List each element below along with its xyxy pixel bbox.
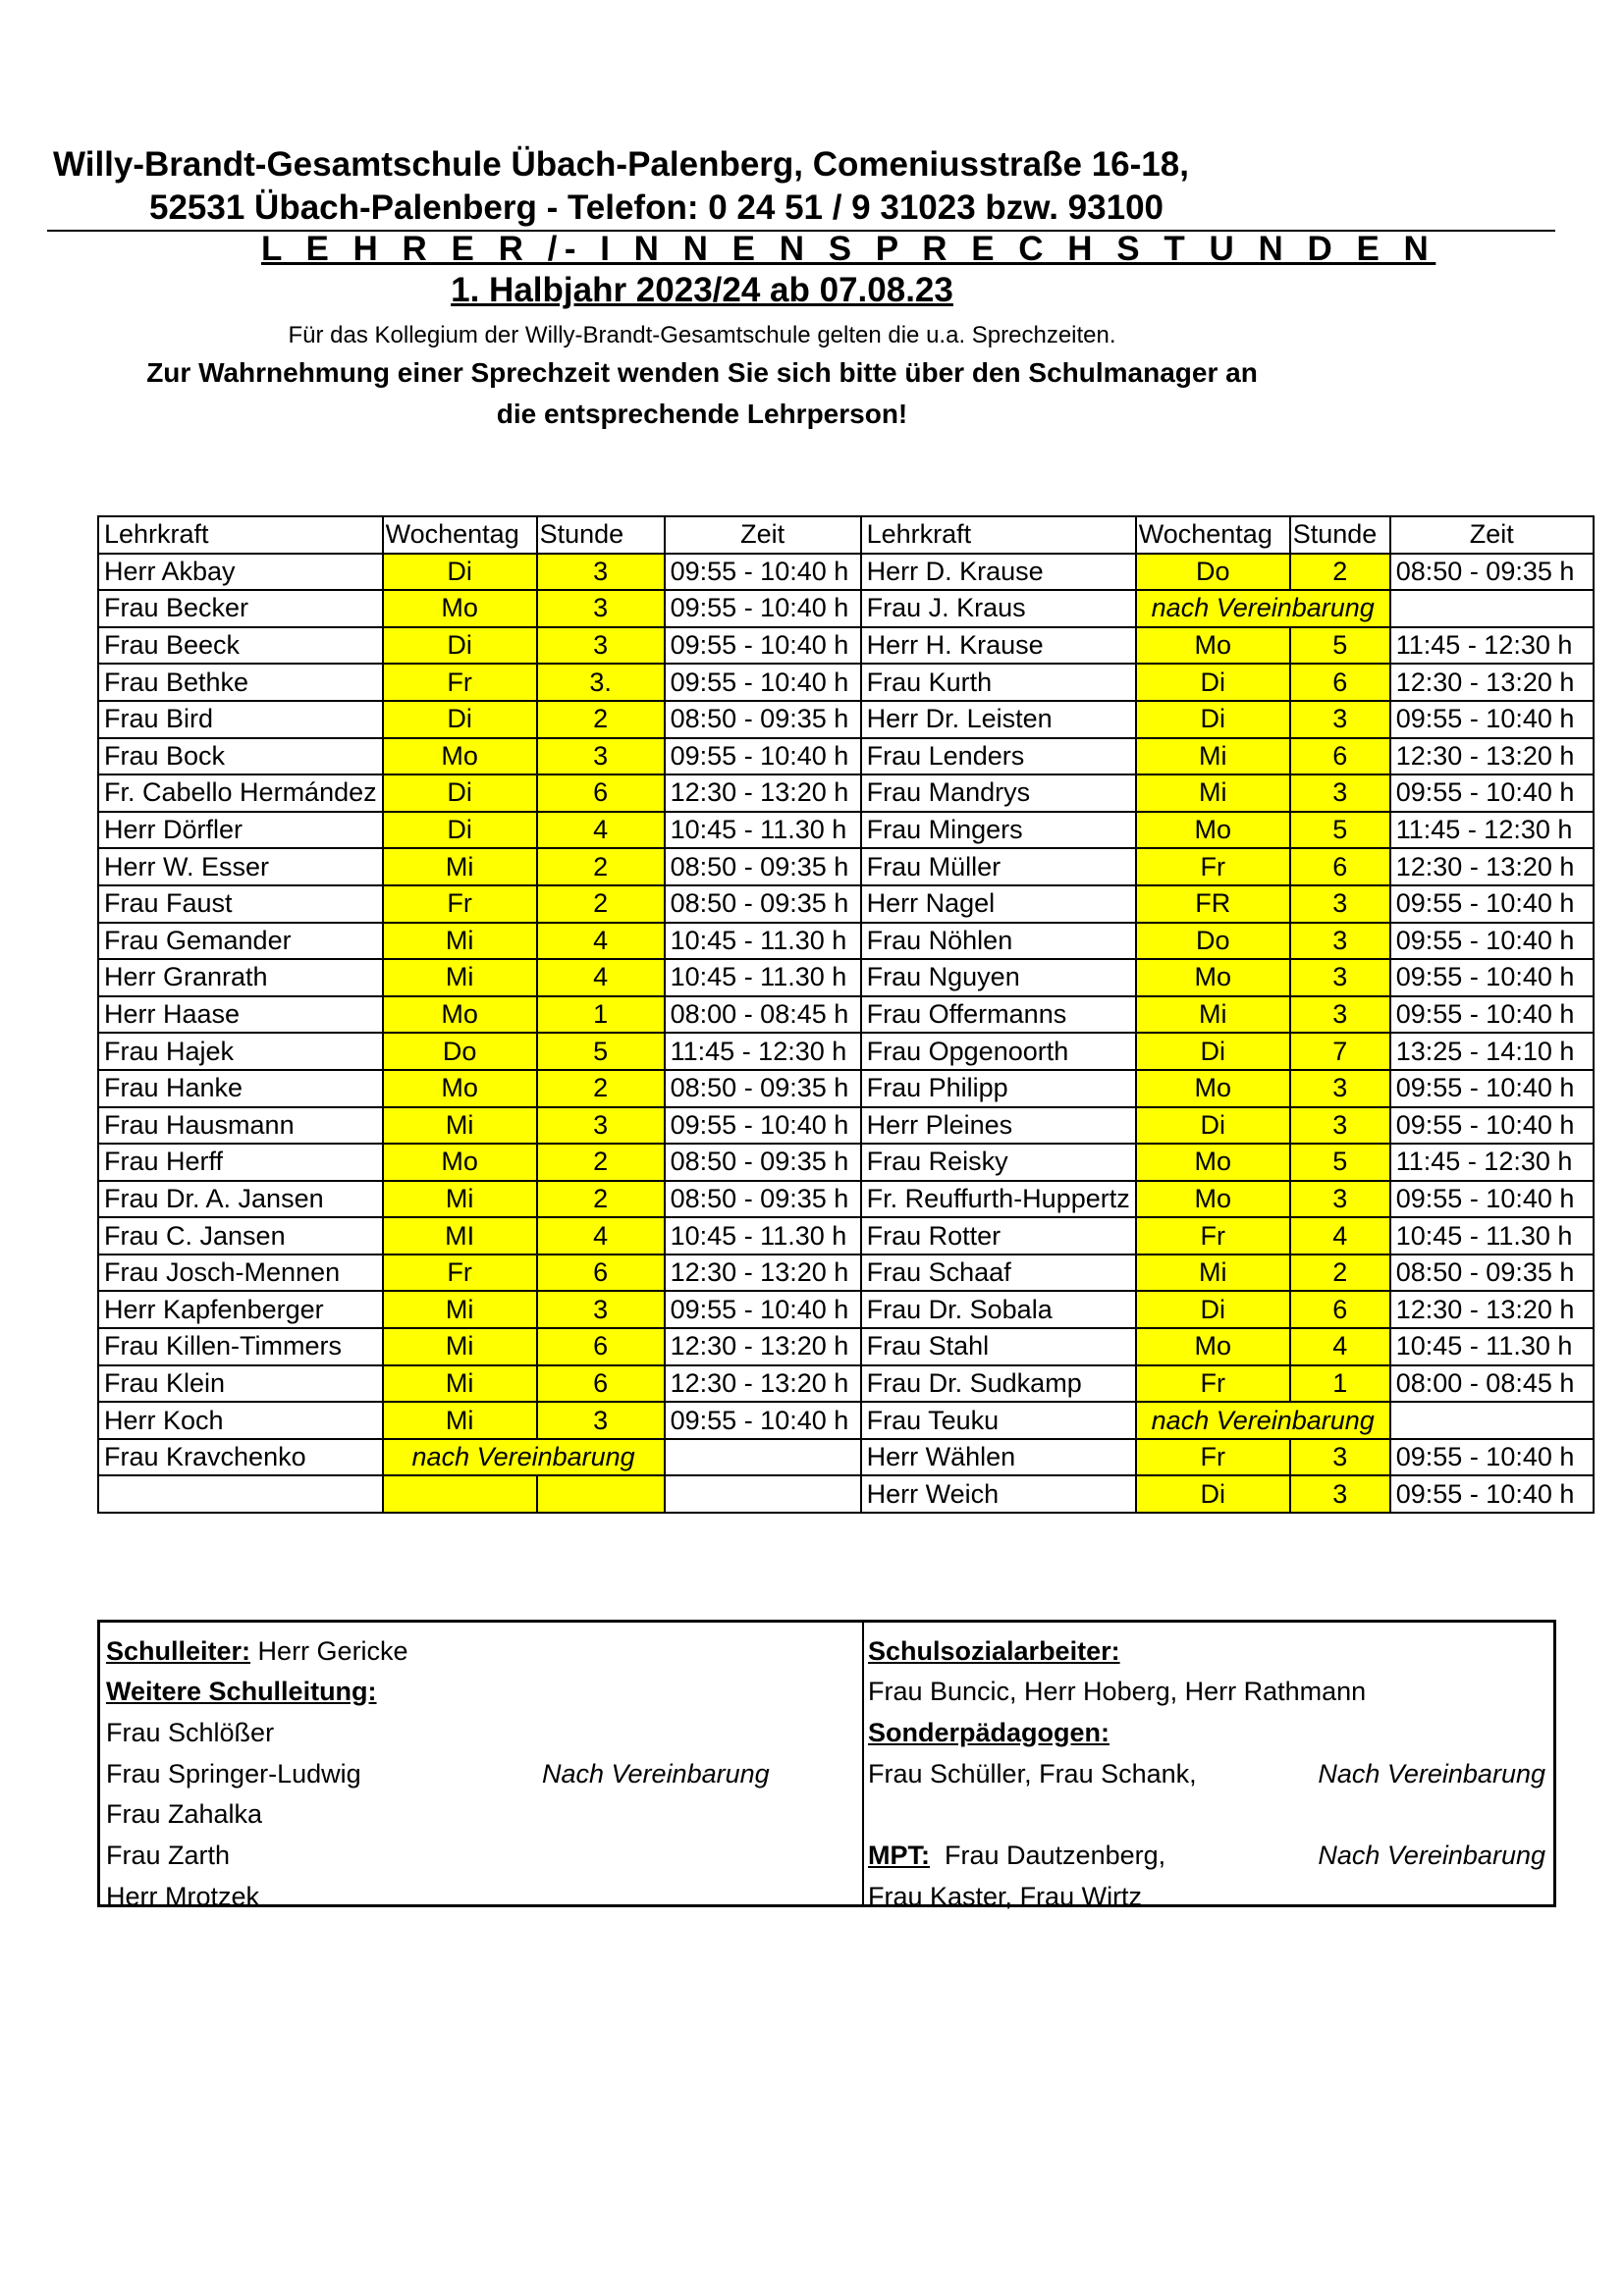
staff-info-box	[97, 1620, 1556, 1911]
schulleiter-line	[106, 1636, 408, 1667]
lesson-period: 3	[537, 554, 665, 591]
time-slot: 08:50 - 09:35 h	[1390, 554, 1594, 591]
time-slot: 09:55 - 10:40 h	[1390, 1181, 1594, 1218]
weekday: Mo	[383, 996, 537, 1034]
lesson-period: 3	[1290, 959, 1390, 996]
staff-name: Frau Zarth	[106, 1841, 231, 1870]
teacher-name: Frau Kravchenko	[98, 1439, 383, 1476]
teacher-name: Fr. Cabello Hermández	[98, 774, 383, 812]
weekday: Do	[1136, 923, 1290, 960]
teacher-name: Frau Lenders	[861, 738, 1136, 775]
weekday: Di	[383, 627, 537, 665]
lesson-period: 3	[1290, 1475, 1390, 1513]
table-row	[98, 554, 1594, 591]
teacher-name: Frau Josch-Mennen	[98, 1255, 383, 1292]
weekday: Mo	[383, 1070, 537, 1107]
time-slot: 11:45 - 12:30 h	[1390, 1144, 1594, 1181]
staff-name: Herr Mrotzek	[106, 1882, 260, 1911]
teacher-name: Frau Gemander	[98, 923, 383, 960]
lesson-period: 6	[537, 774, 665, 812]
teacher-name: Frau Kurth	[861, 664, 1136, 701]
column-header: Wochentag	[383, 516, 537, 554]
table-row	[98, 627, 1594, 665]
lesson-period: 3	[1290, 923, 1390, 960]
page-title: L E H R E R /- I N N E N S P R E C H S T U N D E N	[261, 230, 1436, 268]
weekday: Mo	[1136, 1070, 1290, 1107]
lesson-period: 5	[537, 1033, 665, 1070]
lesson-period: 3	[537, 738, 665, 775]
table-row	[98, 959, 1594, 996]
time-slot	[1390, 590, 1594, 627]
teacher-name: Herr Pleines	[861, 1107, 1136, 1145]
teacher-name: Frau Beeck	[98, 627, 383, 665]
time-slot: 09:55 - 10:40 h	[1390, 923, 1594, 960]
teacher-name: Herr Dr. Leisten	[861, 701, 1136, 738]
teacher-name: Frau Reisky	[861, 1144, 1136, 1181]
teacher-name: Frau Killen-Timmers	[98, 1328, 383, 1365]
time-slot: 12:30 - 13:20 h	[1390, 664, 1594, 701]
table-row	[98, 996, 1594, 1034]
weekday: Mi	[383, 1181, 537, 1218]
teacher-name: Frau Teuku	[861, 1402, 1136, 1439]
time-slot: 10:45 - 11.30 h	[665, 959, 861, 996]
table-row	[98, 1475, 1594, 1513]
teacher-name: Frau Nöhlen	[861, 923, 1136, 960]
mpt-names-2: Frau Kaster, Frau Wirtz	[868, 1882, 1143, 1911]
lesson-period: 6	[537, 1255, 665, 1292]
weekday: Fr	[1136, 1217, 1290, 1255]
lesson-period: 3.	[537, 664, 665, 701]
time-slot: 12:30 - 13:20 h	[1390, 738, 1594, 775]
time-slot: 09:55 - 10:40 h	[665, 1107, 861, 1145]
weekday: Mo	[1136, 1328, 1290, 1365]
lesson-period: 6	[1290, 664, 1390, 701]
instruction-line-2: die entsprechende Lehrperson!	[496, 399, 908, 429]
by-arrangement: nach Vereinbarung	[383, 1439, 665, 1476]
teacher-name: Fr. Reuffurth-Huppertz	[861, 1181, 1136, 1218]
teacher-name: Frau Dr. Sudkamp	[861, 1365, 1136, 1403]
by-arrangement: nach Vereinbarung	[1136, 590, 1390, 627]
time-slot: 12:30 - 13:20 h	[665, 774, 861, 812]
lesson-period: 6	[1290, 848, 1390, 885]
weekday: Di	[1136, 1291, 1290, 1328]
lesson-period: 5	[1290, 627, 1390, 665]
time-slot: 11:45 - 12:30 h	[1390, 627, 1594, 665]
lesson-period: 2	[537, 1181, 665, 1218]
lesson-period: 2	[537, 701, 665, 738]
time-slot: 09:55 - 10:40 h	[665, 627, 861, 665]
teacher-name: Herr H. Krause	[861, 627, 1136, 665]
weekday: Di	[1136, 664, 1290, 701]
teacher-name: Frau Hanke	[98, 1070, 383, 1107]
teacher-name: Frau Faust	[98, 885, 383, 923]
lesson-period: 3	[537, 1402, 665, 1439]
time-slot: 09:55 - 10:40 h	[665, 664, 861, 701]
time-slot: 08:00 - 08:45 h	[1390, 1365, 1594, 1403]
weekday: Mi	[1136, 996, 1290, 1034]
column-header: Stunde	[1290, 516, 1390, 554]
time-slot: 10:45 - 11.30 h	[665, 1217, 861, 1255]
weekday: Mi	[383, 1402, 537, 1439]
weekday: Mi	[1136, 1255, 1290, 1292]
time-slot: 09:55 - 10:40 h	[1390, 959, 1594, 996]
teacher-name: Frau Hausmann	[98, 1107, 383, 1145]
lesson-period	[537, 1475, 665, 1513]
staff-info-divider	[862, 1623, 864, 1904]
lesson-period: 6	[1290, 1291, 1390, 1328]
time-slot	[665, 1475, 861, 1513]
time-slot: 08:50 - 09:35 h	[665, 1144, 861, 1181]
weekday: Mo	[1136, 812, 1290, 849]
column-header: Lehrkraft	[861, 516, 1136, 554]
time-slot: 08:00 - 08:45 h	[665, 996, 861, 1034]
teacher-name: Frau Philipp	[861, 1070, 1136, 1107]
teacher-name: Frau Offermanns	[861, 996, 1136, 1034]
weekday: Di	[1136, 701, 1290, 738]
time-slot: 12:30 - 13:20 h	[1390, 1291, 1594, 1328]
lesson-period: 3	[1290, 701, 1390, 738]
table-row	[98, 1402, 1594, 1439]
time-slot: 09:55 - 10:40 h	[1390, 996, 1594, 1034]
teacher-name: Frau Dr. Sobala	[861, 1291, 1136, 1328]
time-slot: 09:55 - 10:40 h	[1390, 1439, 1594, 1476]
teacher-name: Frau J. Kraus	[861, 590, 1136, 627]
time-slot: 11:45 - 12:30 h	[1390, 812, 1594, 849]
teacher-name: Frau Klein	[98, 1365, 383, 1403]
teacher-name: Frau Schaaf	[861, 1255, 1136, 1292]
time-slot: 12:30 - 13:20 h	[665, 1255, 861, 1292]
time-slot: 10:45 - 11.30 h	[1390, 1217, 1594, 1255]
time-slot: 08:50 - 09:35 h	[665, 885, 861, 923]
teacher-name: Frau Stahl	[861, 1328, 1136, 1365]
column-header: Zeit	[1390, 516, 1594, 554]
weekday: Mo	[383, 590, 537, 627]
weekday: Mo	[1136, 1181, 1290, 1218]
lesson-period: 4	[1290, 1217, 1390, 1255]
weekday: Mi	[383, 1107, 537, 1145]
teacher-name: Frau Opgenoorth	[861, 1033, 1136, 1070]
staff-name: Frau Zahalka	[106, 1799, 263, 1829]
school-name-address: Willy-Brandt-Gesamtschule Übach-Palenberg, Comeniusstraße 16-18,	[53, 145, 1189, 184]
staff-name: Frau Springer-Ludwig	[106, 1759, 361, 1789]
weekday: Mi	[383, 923, 537, 960]
lesson-period: 3	[1290, 1107, 1390, 1145]
weekday: Mo	[383, 1144, 537, 1181]
weekday: Di	[1136, 1033, 1290, 1070]
sonderpaedagogen-names: Frau Schüller, Frau Schank,	[868, 1759, 1197, 1789]
time-slot: 12:30 - 13:20 h	[665, 1365, 861, 1403]
weekday: Mi	[383, 959, 537, 996]
time-slot: 08:50 - 09:35 h	[665, 1070, 861, 1107]
time-slot: 10:45 - 11.30 h	[1390, 1328, 1594, 1365]
teacher-name: Herr Weich	[861, 1475, 1136, 1513]
table-row	[98, 701, 1594, 738]
weekday: Do	[1136, 554, 1290, 591]
page-subtitle: 1. Halbjahr 2023/24 ab 07.08.23	[451, 271, 953, 309]
table-row	[98, 1365, 1594, 1403]
weekday: Di	[383, 812, 537, 849]
sonderpaedagogen-line	[868, 1718, 1110, 1748]
weekday: Fr	[1136, 1439, 1290, 1476]
weekday: Mo	[1136, 1144, 1290, 1181]
column-header: Zeit	[665, 516, 861, 554]
lesson-period: 7	[1290, 1033, 1390, 1070]
lesson-period: 5	[1290, 1144, 1390, 1181]
table-row	[98, 885, 1594, 923]
teacher-name: Herr Kapfenberger	[98, 1291, 383, 1328]
intro-note: Für das Kollegium der Willy-Brandt-Gesamtschule gelten die u.a. Sprechzeiten.	[288, 322, 1116, 348]
teacher-name: Herr W. Esser	[98, 848, 383, 885]
table-row	[98, 923, 1594, 960]
teacher-name: Frau Becker	[98, 590, 383, 627]
table-row	[98, 1328, 1594, 1365]
time-slot: 09:55 - 10:40 h	[1390, 1070, 1594, 1107]
time-slot: 11:45 - 12:30 h	[665, 1033, 861, 1070]
teacher-name: Herr D. Krause	[861, 554, 1136, 591]
time-slot: 09:55 - 10:40 h	[1390, 701, 1594, 738]
teacher-name: Frau C. Jansen	[98, 1217, 383, 1255]
weekday	[383, 1475, 537, 1513]
time-slot	[1390, 1402, 1594, 1439]
time-slot: 08:50 - 09:35 h	[1390, 1255, 1594, 1292]
lesson-period: 4	[537, 923, 665, 960]
lesson-period: 3	[537, 627, 665, 665]
table-row	[98, 738, 1594, 775]
time-slot: 10:45 - 11.30 h	[665, 812, 861, 849]
time-slot: 09:55 - 10:40 h	[665, 590, 861, 627]
table-row	[98, 1033, 1594, 1070]
lesson-period: 3	[537, 1291, 665, 1328]
time-slot: 09:55 - 10:40 h	[665, 1402, 861, 1439]
teacher-name: Frau Mandrys	[861, 774, 1136, 812]
time-slot: 09:55 - 10:40 h	[665, 738, 861, 775]
teacher-name: Herr Wählen	[861, 1439, 1136, 1476]
weekday: Di	[1136, 1475, 1290, 1513]
table-row	[98, 1070, 1594, 1107]
time-slot	[665, 1439, 861, 1476]
time-slot: 12:30 - 13:20 h	[665, 1328, 861, 1365]
table-row	[98, 664, 1594, 701]
lesson-period: 4	[537, 812, 665, 849]
weekday: Fr	[383, 885, 537, 923]
teacher-name: Herr Granrath	[98, 959, 383, 996]
time-slot: 09:55 - 10:40 h	[1390, 885, 1594, 923]
weekday: Di	[383, 554, 537, 591]
weitere-schulleitung-label: Weitere Schulleitung:	[106, 1677, 377, 1706]
teacher-name: Herr Haase	[98, 996, 383, 1034]
time-slot: 09:55 - 10:40 h	[665, 554, 861, 591]
weekday: Fr	[1136, 1365, 1290, 1403]
schulleiter-name: Herr Gericke	[250, 1636, 408, 1666]
table-row	[98, 1291, 1594, 1328]
lesson-period: 2	[537, 848, 665, 885]
teacher-name: Herr Akbay	[98, 554, 383, 591]
time-slot: 08:50 - 09:35 h	[665, 701, 861, 738]
table-row	[98, 848, 1594, 885]
time-slot: 09:55 - 10:40 h	[1390, 774, 1594, 812]
lesson-period: 3	[1290, 885, 1390, 923]
weekday: Di	[383, 774, 537, 812]
staff-name: Frau Schlößer	[106, 1718, 275, 1747]
table-row	[98, 1181, 1594, 1218]
weekday: Mi	[1136, 774, 1290, 812]
weekday: Mi	[383, 1291, 537, 1328]
lesson-period: 3	[1290, 996, 1390, 1034]
sozialarbeiter-label: Schulsozialarbeiter:	[868, 1636, 1120, 1666]
teacher-name: Herr Nagel	[861, 885, 1136, 923]
teacher-name: Frau Rotter	[861, 1217, 1136, 1255]
lesson-period: 2	[537, 1144, 665, 1181]
teacher-name: Frau Dr. A. Jansen	[98, 1181, 383, 1218]
schulleiter-label: Schulleiter:	[106, 1636, 251, 1666]
teacher-name: Herr Dörfler	[98, 812, 383, 849]
instruction-line-1: Zur Wahrnehmung einer Sprechzeit wenden Sie sich bitte über den Schulmanager an	[146, 357, 1258, 388]
column-header: Stunde	[537, 516, 665, 554]
lesson-period: 2	[537, 885, 665, 923]
teacher-name: Frau Hajek	[98, 1033, 383, 1070]
school-city-phone: 52531 Übach-Palenberg - Telefon: 0 24 51 / 9 31023 bzw. 93100	[149, 188, 1164, 227]
lesson-period: 3	[537, 1107, 665, 1145]
lesson-period: 3	[1290, 774, 1390, 812]
mpt-label: MPT:	[868, 1841, 930, 1870]
weitere-schulleitung-line	[106, 1677, 377, 1707]
lesson-period: 1	[537, 996, 665, 1034]
teacher-name	[98, 1475, 383, 1513]
lesson-period: 3	[537, 590, 665, 627]
lesson-period: 3	[1290, 1439, 1390, 1476]
lesson-period: 4	[537, 959, 665, 996]
teacher-name: Frau Herff	[98, 1144, 383, 1181]
sonder-nach-vereinbarung: Nach Vereinbarung	[1318, 1759, 1545, 1789]
time-slot: 13:25 - 14:10 h	[1390, 1033, 1594, 1070]
weekday: Fr	[1136, 848, 1290, 885]
teacher-name: Frau Bethke	[98, 664, 383, 701]
weekday: Mo	[1136, 959, 1290, 996]
lesson-period: 4	[1290, 1328, 1390, 1365]
weekday: Di	[383, 701, 537, 738]
weekday: Mi	[383, 1328, 537, 1365]
weekday: Mi	[1136, 738, 1290, 775]
mpt-nach-vereinbarung: Nach Vereinbarung	[1318, 1841, 1545, 1870]
teacher-name: Frau Bock	[98, 738, 383, 775]
lesson-period: 2	[1290, 1255, 1390, 1292]
lesson-period: 1	[1290, 1365, 1390, 1403]
time-slot: 08:50 - 09:35 h	[665, 1181, 861, 1218]
teacher-name: Herr Koch	[98, 1402, 383, 1439]
time-slot: 12:30 - 13:20 h	[1390, 848, 1594, 885]
time-slot: 09:55 - 10:40 h	[1390, 1475, 1594, 1513]
teacher-name: Frau Nguyen	[861, 959, 1136, 996]
lesson-period: 6	[537, 1328, 665, 1365]
lesson-period: 2	[537, 1070, 665, 1107]
weekday: Fr	[383, 1255, 537, 1292]
weekday: Do	[383, 1033, 537, 1070]
lesson-period: 4	[537, 1217, 665, 1255]
lesson-period: 3	[1290, 1070, 1390, 1107]
table-row	[98, 590, 1594, 627]
table-row	[98, 1217, 1594, 1255]
column-header: Wochentag	[1136, 516, 1290, 554]
sozialarbeiter-line	[868, 1636, 1120, 1667]
table-row	[98, 1107, 1594, 1145]
lesson-period: 6	[537, 1365, 665, 1403]
sozialarbeiter-names: Frau Buncic, Herr Hoberg, Herr Rathmann	[868, 1677, 1367, 1706]
lesson-period: 2	[1290, 554, 1390, 591]
weekday: Mo	[383, 738, 537, 775]
consultation-hours-table	[97, 515, 1595, 1514]
time-slot: 09:55 - 10:40 h	[1390, 1107, 1594, 1145]
teacher-name: Frau Bird	[98, 701, 383, 738]
lesson-period: 5	[1290, 812, 1390, 849]
by-arrangement: nach Vereinbarung	[1136, 1402, 1390, 1439]
weekday: Mi	[383, 848, 537, 885]
time-slot: 09:55 - 10:40 h	[665, 1291, 861, 1328]
weekday: Mi	[383, 1365, 537, 1403]
table-row	[98, 1255, 1594, 1292]
leitung-nach-vereinbarung: Nach Vereinbarung	[542, 1759, 770, 1789]
table-row	[98, 1144, 1594, 1181]
table-row	[98, 1439, 1594, 1476]
mpt-names: Frau Dautzenberg,	[930, 1841, 1166, 1870]
table-row	[98, 774, 1594, 812]
weekday: Di	[1136, 1107, 1290, 1145]
teacher-name: Frau Mingers	[861, 812, 1136, 849]
sonderpaedagogen-label: Sonderpädagogen:	[868, 1718, 1110, 1747]
table-row	[98, 812, 1594, 849]
weekday: MI	[383, 1217, 537, 1255]
time-slot: 10:45 - 11.30 h	[665, 923, 861, 960]
weekday: FR	[1136, 885, 1290, 923]
lesson-period: 6	[1290, 738, 1390, 775]
teacher-name: Frau Müller	[861, 848, 1136, 885]
table-header-row	[98, 516, 1594, 554]
weekday: Mo	[1136, 627, 1290, 665]
weekday: Fr	[383, 664, 537, 701]
column-header: Lehrkraft	[98, 516, 383, 554]
lesson-period: 3	[1290, 1181, 1390, 1218]
mpt-line	[868, 1841, 1165, 1871]
time-slot: 08:50 - 09:35 h	[665, 848, 861, 885]
